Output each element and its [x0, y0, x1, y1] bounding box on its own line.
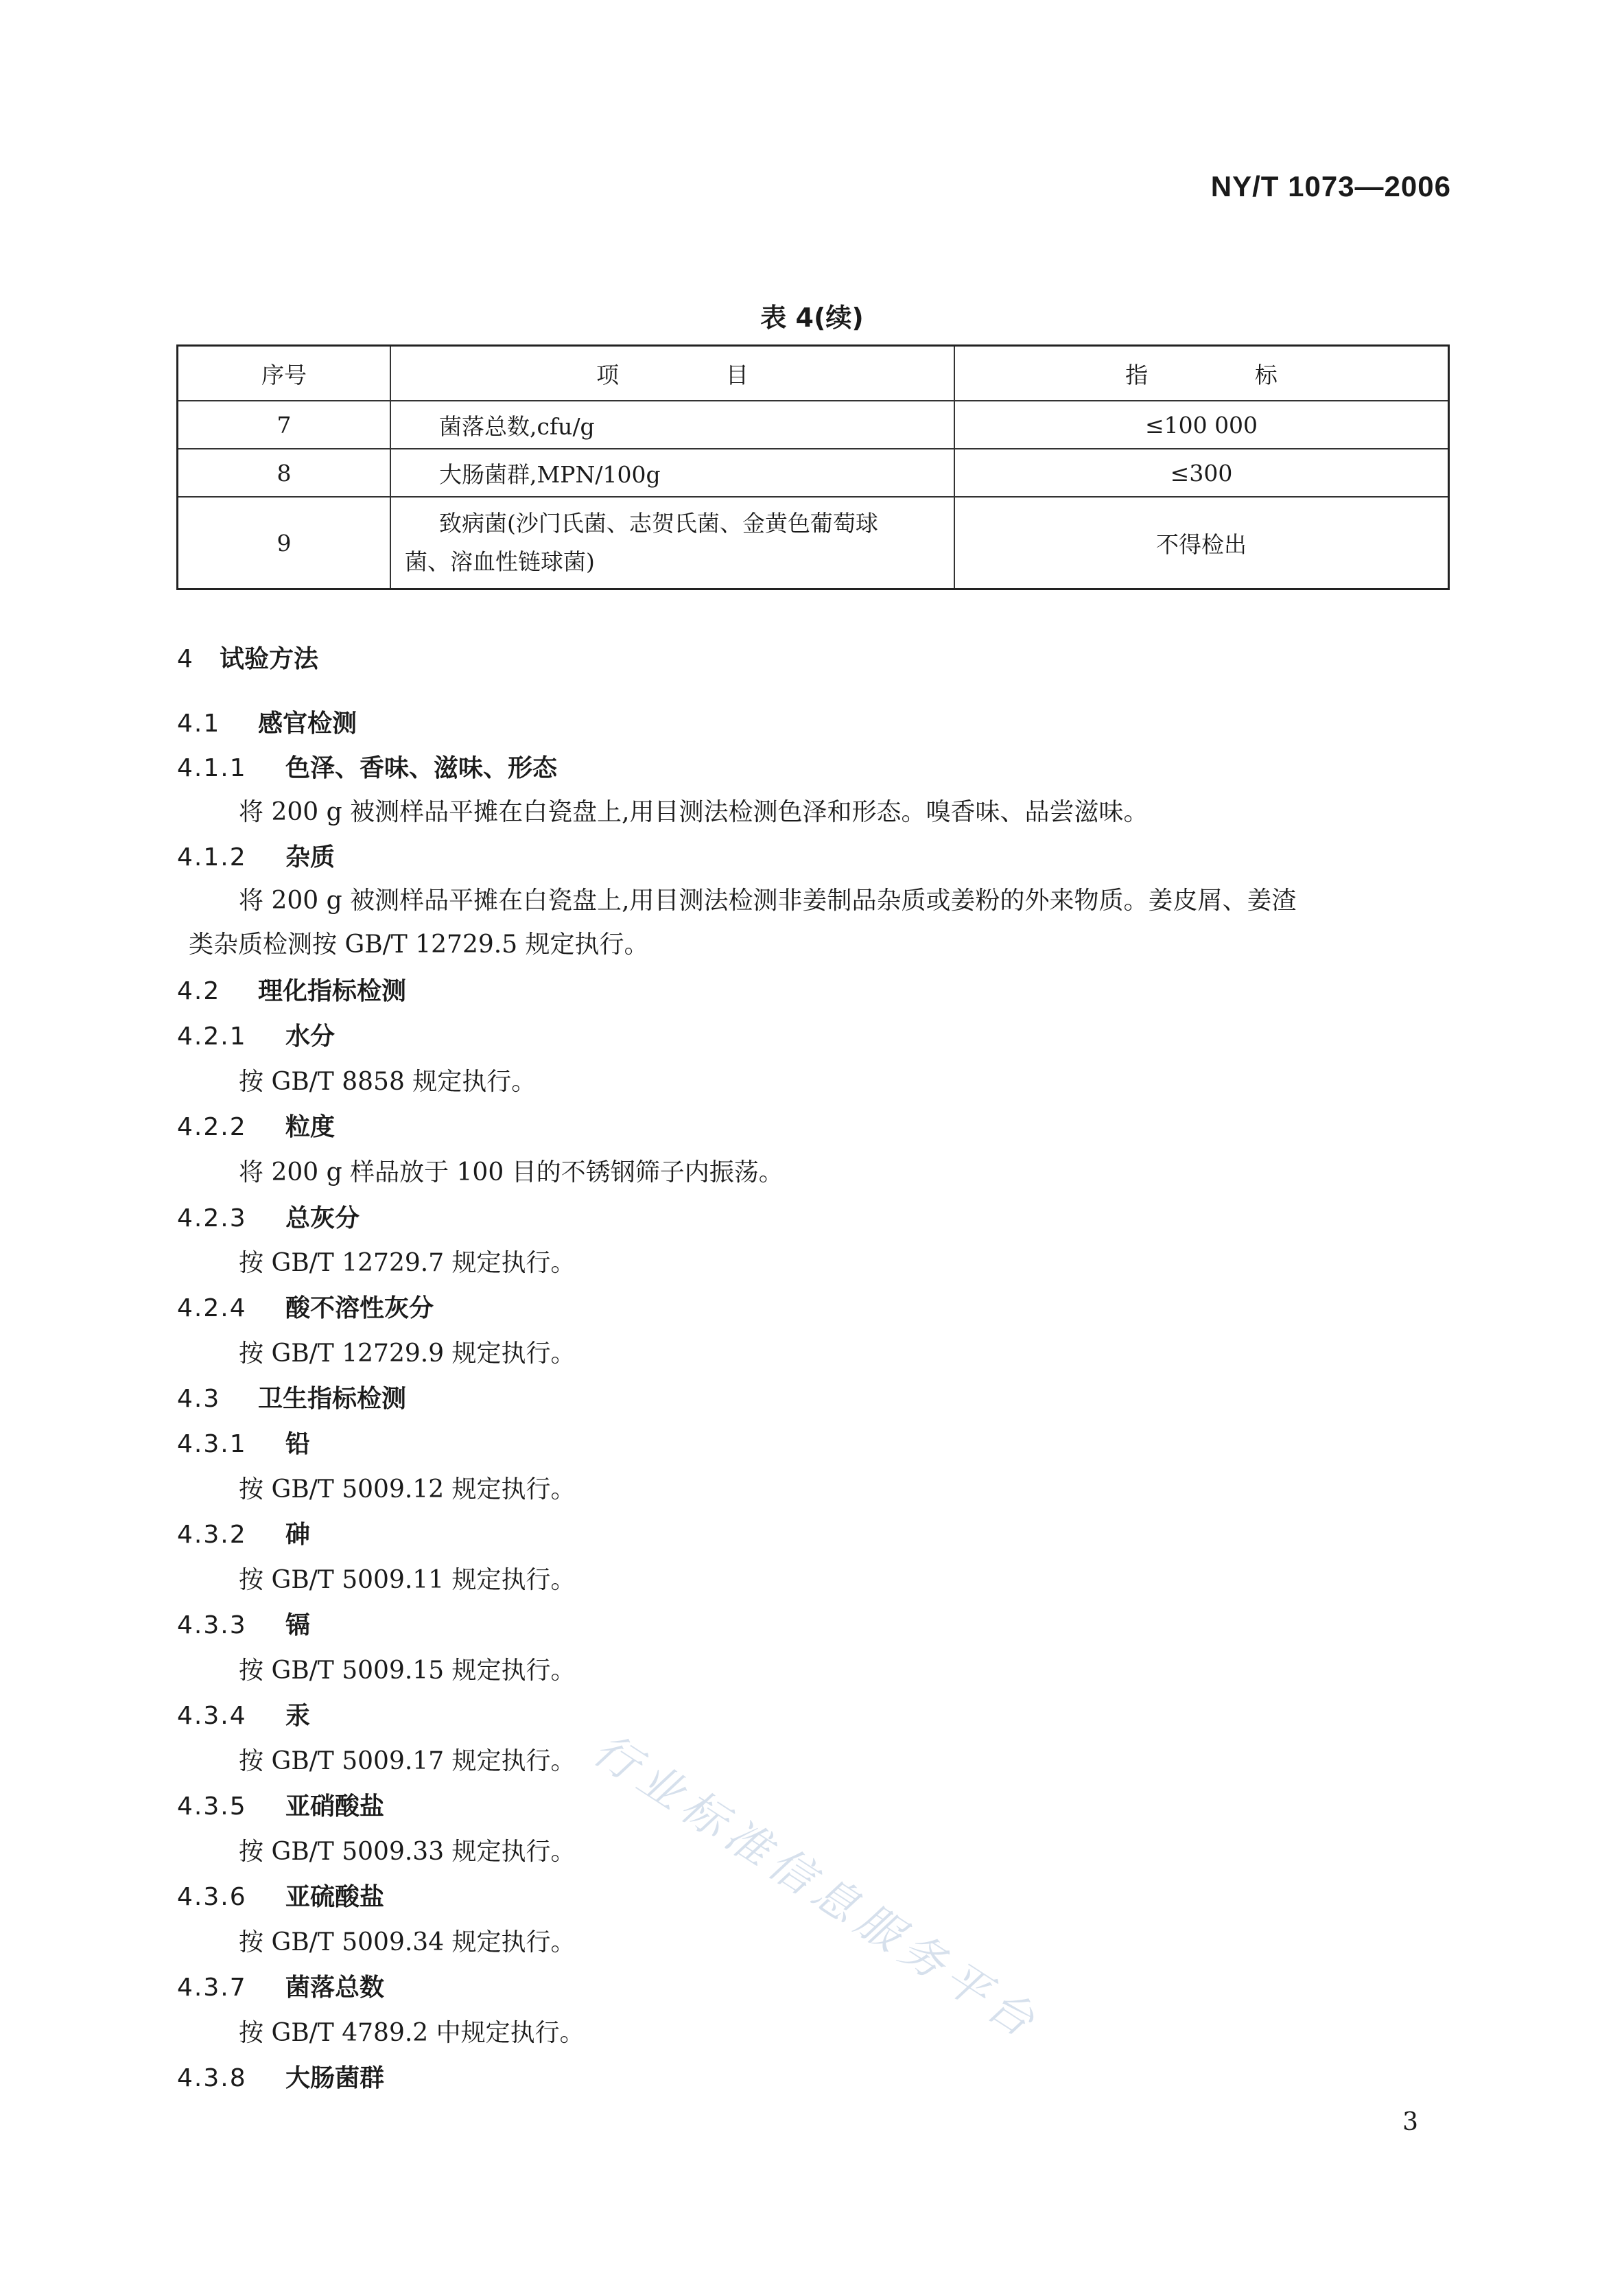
section-title: 大肠菌群	[285, 2064, 385, 2092]
section-title: 色泽、香味、滋味、形态	[285, 754, 558, 782]
section-title: 汞	[285, 1702, 311, 1730]
section-title: 亚硝酸盐	[285, 1792, 385, 1821]
section-text: 按 GB/T 8858 规定执行。	[239, 1068, 537, 1096]
section-number: 4.3.5	[177, 1792, 247, 1821]
table-row	[178, 401, 1449, 449]
section-heading	[177, 1787, 384, 1822]
section-heading	[177, 1425, 310, 1460]
section-number: 4.3.4	[177, 1702, 247, 1730]
header-no: 序号	[178, 346, 391, 401]
indicator-table	[176, 344, 1450, 590]
row-item-line1: 致病菌(沙门氏菌、志贺氏菌、金黄色葡萄球	[439, 510, 878, 537]
section-title: 铅	[285, 1430, 311, 1458]
section-number: 4.3.1	[177, 1430, 247, 1458]
table-row	[178, 497, 1449, 589]
section-heading	[177, 704, 357, 739]
section-text: 将 200 g 被测样品平摊在白瓷盘上,用目测法检测色泽和形态。嗅香味、品尝滋味。	[239, 798, 1149, 826]
section-number: 4.2.1	[177, 1022, 247, 1051]
section-number: 4.2	[177, 977, 221, 1005]
header-item	[390, 346, 954, 401]
header-value-label: 指 标	[1125, 361, 1328, 388]
section-heading	[177, 1968, 384, 2003]
standard-code: NY/T 1073—2006	[1210, 170, 1451, 202]
section-title: 卫生指标检测	[258, 1385, 407, 1413]
section-title: 试验方法	[220, 645, 319, 673]
section-text: 按 GB/T 5009.15 规定执行。	[239, 1657, 576, 1685]
section-title: 砷	[285, 1521, 311, 1549]
section-heading	[177, 1696, 310, 1731]
section-number: 4.2.2	[177, 1113, 247, 1141]
section-text: 将 200 g 样品放于 100 目的不锈钢筛子内振荡。	[239, 1158, 784, 1186]
section-heading	[177, 1017, 335, 1052]
section-title: 酸不溶性灰分	[285, 1294, 434, 1322]
section-heading	[177, 1606, 310, 1641]
section-text: 按 GB/T 5009.11 规定执行。	[239, 1566, 576, 1594]
row-no: 8	[178, 449, 391, 497]
header-item-label: 项 目	[596, 361, 799, 388]
section-title: 亚硫酸盐	[285, 1883, 385, 1911]
section-number: 4	[177, 645, 194, 673]
section-number: 4.1	[177, 710, 221, 738]
section-text: 按 GB/T 12729.7 规定执行。	[239, 1249, 576, 1277]
section-title: 水分	[285, 1022, 336, 1051]
section-heading	[177, 1199, 360, 1234]
section-text: 按 GB/T 5009.33 规定执行。	[239, 1838, 576, 1866]
section-title: 感官检测	[258, 710, 357, 738]
section-title: 粒度	[285, 1113, 336, 1141]
table-caption: 表 4(续)	[760, 303, 864, 333]
section-heading	[177, 1289, 434, 1324]
row-value: ≤300	[954, 449, 1449, 497]
section-number: 4.3.8	[177, 2064, 247, 2092]
page-number: 3	[1402, 2108, 1418, 2136]
section-title: 杂质	[285, 843, 336, 872]
section-text: 按 GB/T 4789.2 中规定执行。	[239, 2019, 585, 2047]
table-row	[178, 449, 1449, 497]
section-heading	[177, 640, 318, 675]
section-number: 4.1.1	[177, 754, 247, 782]
section-title: 总灰分	[285, 1204, 360, 1232]
section-text: 将 200 g 被测样品平摊在白瓷盘上,用目测法检测非姜制品杂质或姜粉的外来物质。姜皮屑、姜渣	[239, 887, 1297, 915]
watermark-text: 行业标准信息服务平台	[584, 1724, 1050, 2051]
section-text: 按 GB/T 5009.17 规定执行。	[239, 1747, 576, 1775]
row-item-line2: 菌、溶血性链球菌)	[405, 548, 595, 575]
row-item: 大肠菌群,MPN/100g	[390, 449, 954, 497]
row-item: 菌落总数,cfu/g	[390, 401, 954, 449]
row-value: ≤100 000	[954, 401, 1449, 449]
section-number: 4.2.4	[177, 1294, 247, 1322]
row-item	[390, 497, 954, 589]
section-title: 理化指标检测	[258, 977, 407, 1005]
section-text-continued: 类杂质检测按 GB/T 12729.5 规定执行。	[189, 931, 649, 959]
section-text: 按 GB/T 5009.12 规定执行。	[239, 1475, 576, 1504]
section-title: 菌落总数	[285, 1974, 385, 2002]
section-number: 4.3.6	[177, 1883, 247, 1911]
section-number: 4.3.3	[177, 1611, 247, 1639]
section-heading	[177, 1515, 310, 1550]
section-heading	[177, 972, 406, 1007]
section-number: 4.3.2	[177, 1521, 247, 1549]
section-number: 4.3.7	[177, 1974, 247, 2002]
section-text: 按 GB/T 5009.34 规定执行。	[239, 1928, 576, 1956]
section-number: 4.1.2	[177, 843, 247, 872]
section-number: 4.3	[177, 1385, 221, 1413]
header-value	[954, 346, 1449, 401]
section-text: 按 GB/T 12729.9 规定执行。	[239, 1340, 576, 1368]
section-heading	[177, 1878, 384, 1913]
section-number: 4.2.3	[177, 1204, 247, 1232]
row-value: 不得检出	[954, 497, 1449, 589]
section-heading	[177, 2059, 384, 2094]
section-heading	[177, 838, 335, 873]
section-title: 镉	[285, 1611, 311, 1639]
section-heading	[177, 749, 557, 784]
row-no: 7	[178, 401, 391, 449]
section-heading	[177, 1379, 406, 1414]
section-heading	[177, 1108, 335, 1143]
table-header-row	[178, 346, 1449, 401]
row-no: 9	[178, 497, 391, 589]
